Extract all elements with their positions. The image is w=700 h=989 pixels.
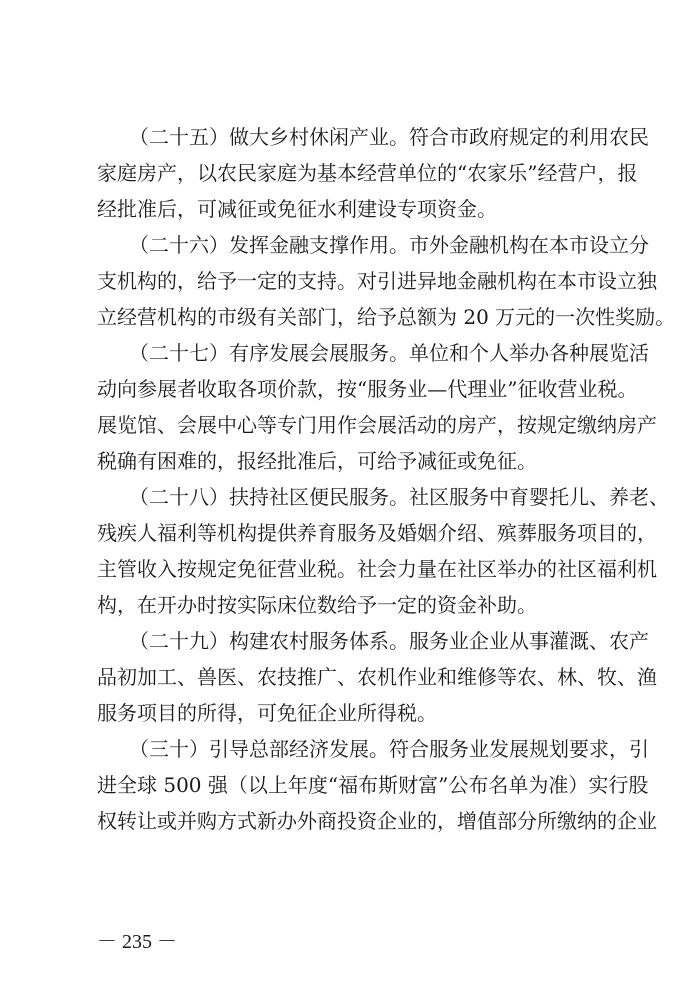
paragraph-26-line-1: （二十六）发挥金融支撑作用。市外金融机构在本市设立分	[129, 233, 649, 257]
paragraph-29-line-2: 品初加工、兽医、农技推广、农机作业和维修等农、林、牧、渔	[97, 665, 657, 689]
paragraph-27-line-2: 动向参展者收取各项价款，按“服务业—代理业”征收营业税。	[97, 377, 638, 401]
paragraph-28-line-4: 构，在开办时按实际床位数给予一定的资金补助。	[97, 593, 537, 617]
paragraph-29-line-3: 服务项目的所得，可免征企业所得税。	[97, 701, 437, 725]
paragraph-27-line-1: （二十七）有序发展会展服务。单位和个人举办各种展览活	[129, 341, 649, 365]
paragraph-30-line-2: 进全球 500 强（以上年度“福布斯财富”公布名单为准）实行股	[97, 773, 649, 797]
paragraph-28-line-3: 主管收入按规定免征营业税。社会力量在社区举办的社区福利机	[97, 557, 657, 581]
paragraph-29-line-1: （二十九）构建农村服务体系。服务业企业从事灌溉、农产	[129, 629, 649, 653]
paragraph-27-line-3: 展览馆、会展中心等专门用作会展活动的房产，按规定缴纳房产	[97, 413, 657, 437]
paragraph-30-line-3: 权转让或并购方式新办外商投资企业的，增值部分所缴纳的企业	[97, 809, 657, 833]
paragraph-30-line-1: （三十）引导总部经济发展。符合服务业发展规划要求，引	[129, 737, 649, 761]
paragraph-25-line-1: （二十五）做大乡村休闲产业。符合市政府规定的利用农民	[129, 125, 649, 149]
paragraph-25-line-2: 家庭房产，以农民家庭为基本经营单位的“农家乐”经营户，报	[97, 161, 638, 185]
paragraph-26-line-2: 支机构的，给予一定的支持。对引进异地金融机构在本市设立独	[97, 269, 657, 293]
paragraph-26-line-3: 立经营机构的市级有关部门，给予总额为 20 万元的一次性奖励。	[97, 305, 676, 329]
paragraph-25-line-3: 经批准后，可减征或免征水利建设专项资金。	[97, 197, 497, 221]
page-number: － 235 －	[97, 931, 177, 953]
paragraph-28-line-2: 残疾人福利等机构提供养育服务及婚姻介绍、殡葬服务项目的，	[97, 521, 657, 545]
paragraph-27-line-4: 税确有困难的，报经批准后，可给予减征或免征。	[97, 449, 537, 473]
paragraph-28-line-1: （二十八）扶持社区便民服务。社区服务中育婴托儿、养老、	[129, 485, 669, 509]
